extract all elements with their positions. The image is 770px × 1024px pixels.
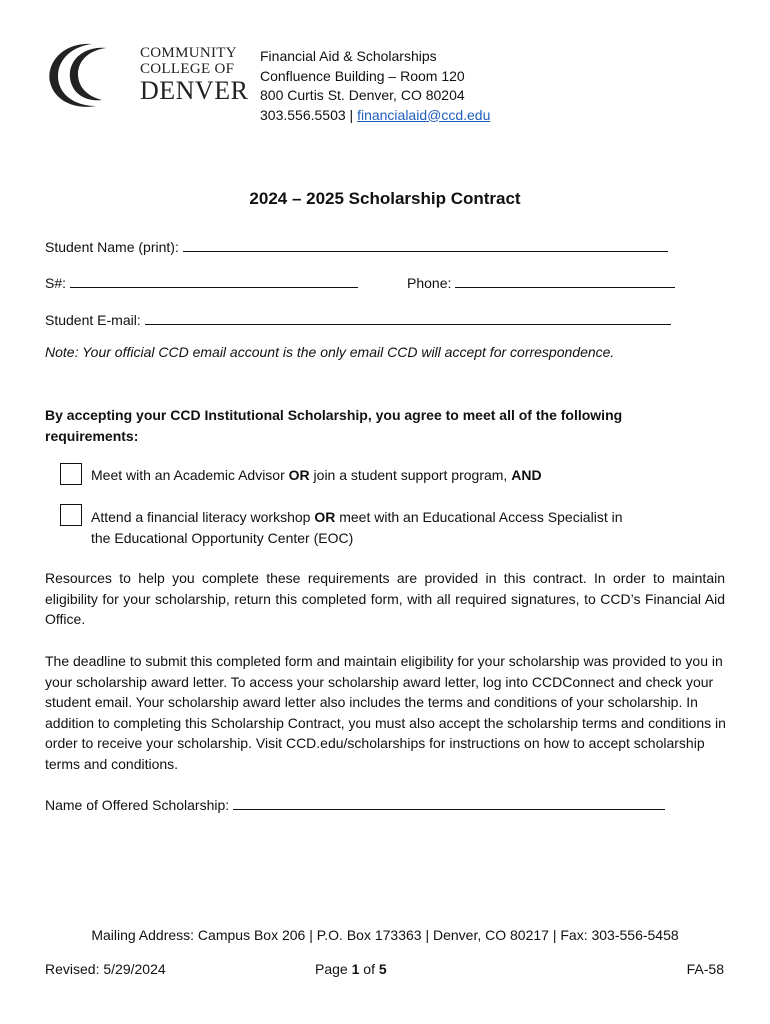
page-number (315, 961, 387, 977)
phone-field[interactable] (455, 273, 675, 288)
req2-line-1 (91, 507, 623, 528)
req2-a: Attend a financial literacy workshop (91, 509, 315, 525)
page-prefix: Page (315, 961, 352, 977)
phone-label: Phone: (407, 275, 452, 291)
req1-or: OR (288, 467, 310, 483)
office-name: Financial Aid & Scholarships (260, 48, 437, 64)
office-email-link[interactable]: financialaid@ccd.edu (357, 106, 491, 123)
offered-scholarship-field[interactable] (233, 795, 665, 810)
logo-line-1: COMMUNITY (140, 45, 237, 61)
ccd-logo-mark-icon (44, 40, 144, 110)
s-number-field[interactable] (70, 273, 358, 288)
office-contact (260, 47, 490, 125)
email-field[interactable] (145, 310, 671, 325)
requirement-2-checkbox[interactable] (60, 504, 82, 526)
logo-wordmark (140, 46, 248, 104)
req2-c: meet with an Educational Access Specialist in (335, 509, 623, 525)
email-note: Note: Your official CCD email account is the only email CCD will accept for correspondence. (45, 344, 615, 360)
phone-row (407, 273, 675, 291)
req1-a: Meet with an Academic Advisor (91, 467, 289, 483)
revised-date: Revised: 5/29/2024 (45, 961, 166, 977)
s-number-label: S#: (45, 275, 67, 291)
office-building: Confluence Building – Room 120 (260, 67, 465, 84)
logo-line-2: COLLEGE OF (140, 61, 235, 77)
offered-scholarship-row (45, 795, 665, 813)
requirement-2-text (91, 507, 623, 548)
deadline-paragraph: The deadline to submit this completed form and maintain eligibility for your scholarship was provided to you in your scholarship award letter. To access your scholarship award letter, log into CCDConnect and check your student email. Your scholarship award letter also includes the terms and conditions of your scholarship. In addition to completing this Scholarship Contract, you must also accept the scholarship terms and conditions in order to receive your scholarship. Visit CCD.edu/scholarships for instructions on how to accept scholarship terms and conditions. (45, 653, 726, 772)
logo-line-3: DENVER (140, 76, 249, 105)
college-logo (44, 40, 249, 110)
req2-or: OR (314, 509, 336, 525)
page-of: of (359, 961, 379, 977)
mailing-address: Mailing Address: Campus Box 206 | P.O. Box 173363 | Denver, CO 80217 | Fax: 303-556-5458 (91, 927, 679, 943)
resources-paragraph: Resources to help you complete these requirements are provided in this contract. In order to maintain eligibility for your scholarship, return this completed form, with all required signatures, to CCD’s Financial Aid Office. (45, 570, 725, 627)
s-number-row (45, 273, 358, 291)
form-id: FA-58 (686, 961, 724, 977)
student-name-row (45, 237, 668, 255)
email-label: Student E-mail: (45, 312, 141, 328)
req2-line-2: the Educational Opportunity Center (EOC) (91, 529, 354, 546)
page-total: 5 (378, 961, 387, 977)
page-title: 2024 – 2025 Scholarship Contract (249, 189, 521, 208)
req1-c: join a student support program, (309, 467, 512, 483)
email-row (45, 310, 671, 328)
requirements-heading: By accepting your CCD Institutional Scholarship, you agree to meet all of the following requirements: (45, 407, 623, 444)
office-phone-email (260, 106, 490, 126)
student-name-label: Student Name (print): (45, 239, 179, 255)
page-current: 1 (351, 961, 360, 977)
requirement-1-text (91, 465, 542, 486)
requirement-1-checkbox[interactable] (60, 463, 82, 485)
req1-and: AND (511, 467, 542, 483)
offered-scholarship-label: Name of Offered Scholarship: (45, 797, 230, 813)
office-phone: 303.556.5503 | (260, 106, 358, 123)
student-name-field[interactable] (183, 237, 668, 252)
office-address: 800 Curtis St. Denver, CO 80204 (260, 87, 465, 103)
